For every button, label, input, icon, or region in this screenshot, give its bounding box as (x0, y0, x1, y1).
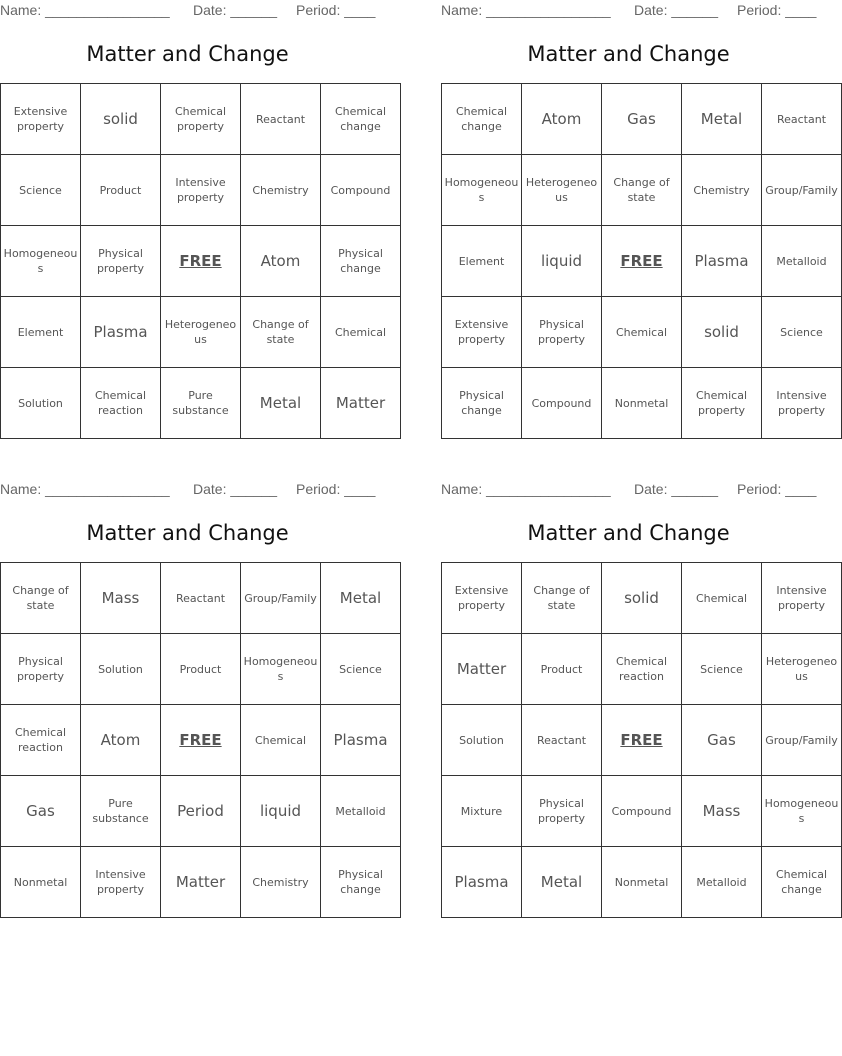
bingo-cell: Metal (321, 563, 401, 634)
card-title: Matter and Change (527, 521, 730, 545)
grid-row (442, 776, 842, 847)
period-field-label: Period: ____ (296, 481, 376, 497)
bingo-cell: Gas (602, 84, 682, 155)
bingo-cell: Science (321, 634, 401, 705)
bingo-cell: Group/Family (762, 705, 842, 776)
card-header (0, 479, 375, 501)
bingo-cell: Chemical change (762, 847, 842, 918)
bingo-cell: Product (522, 634, 602, 705)
bingo-cell: Intensive property (161, 155, 241, 226)
bingo-cell: Change of state (1, 563, 81, 634)
bingo-cell: Intensive property (762, 368, 842, 439)
grid-row (442, 368, 842, 439)
bingo-cell: Solution (442, 705, 522, 776)
bingo-cell: Reactant (241, 84, 321, 155)
bingo-cell: Gas (682, 705, 762, 776)
bingo-cell: Chemistry (682, 155, 762, 226)
bingo-cell: Metal (682, 84, 762, 155)
name-field-label: Name: ________________ (0, 2, 170, 18)
bingo-cell: Chemical (241, 705, 321, 776)
grid-row (1, 776, 401, 847)
bingo-grid (441, 83, 842, 439)
bingo-cell: Science (1, 155, 81, 226)
free-space-cell: FREE (161, 705, 241, 776)
bingo-cell: solid (602, 563, 682, 634)
date-field-label: Date: ______ (634, 2, 719, 18)
grid-row (1, 705, 401, 776)
bingo-cell: Intensive property (762, 563, 842, 634)
bingo-cell: Reactant (762, 84, 842, 155)
bingo-cell: Atom (522, 84, 602, 155)
bingo-cell: Compound (602, 776, 682, 847)
bingo-cell: Physical change (442, 368, 522, 439)
bingo-cell: Science (682, 634, 762, 705)
card-header (441, 0, 816, 22)
bingo-grid (0, 83, 401, 439)
bingo-grid (441, 562, 842, 918)
bingo-cell: Chemical (602, 297, 682, 368)
bingo-cell: Chemistry (241, 847, 321, 918)
free-space-cell: FREE (161, 226, 241, 297)
grid-row (442, 563, 842, 634)
bingo-cell: Gas (1, 776, 81, 847)
grid-row (1, 847, 401, 918)
grid-row (1, 297, 401, 368)
bingo-cell: Compound (522, 368, 602, 439)
bingo-cell: Extensive property (442, 563, 522, 634)
bingo-cell: Atom (81, 705, 161, 776)
bingo-cell: Element (442, 226, 522, 297)
bingo-cell: Matter (161, 847, 241, 918)
period-field-label: Period: ____ (737, 481, 817, 497)
bingo-cell: solid (682, 297, 762, 368)
date-field-label: Date: ______ (634, 481, 719, 497)
bingo-cell: Pure substance (161, 368, 241, 439)
grid-row (442, 634, 842, 705)
bingo-cell: Solution (81, 634, 161, 705)
bingo-cell: Chemical (682, 563, 762, 634)
bingo-cell: Physical property (522, 776, 602, 847)
bingo-cell: Homogeneous (442, 155, 522, 226)
bingo-cell: Product (161, 634, 241, 705)
bingo-cell: Extensive property (1, 84, 81, 155)
bingo-cell: Nonmetal (1, 847, 81, 918)
bingo-cell: Chemical (321, 297, 401, 368)
bingo-cell: Metal (241, 368, 321, 439)
bingo-cell: Physical property (522, 297, 602, 368)
grid-row (1, 155, 401, 226)
bingo-cell: Mixture (442, 776, 522, 847)
bingo-cell: Chemical property (161, 84, 241, 155)
grid-row (1, 563, 401, 634)
grid-row (442, 155, 842, 226)
bingo-cell: Physical change (321, 226, 401, 297)
bingo-cell: Group/Family (241, 563, 321, 634)
card-header (0, 0, 375, 22)
date-field-label: Date: ______ (193, 481, 278, 497)
free-space-cell: FREE (602, 705, 682, 776)
bingo-cell: Science (762, 297, 842, 368)
bingo-cell: Compound (321, 155, 401, 226)
bingo-cell: Plasma (81, 297, 161, 368)
bingo-cell: Metal (522, 847, 602, 918)
bingo-cell: Chemistry (241, 155, 321, 226)
bingo-cell: Matter (321, 368, 401, 439)
bingo-cell: Metalloid (682, 847, 762, 918)
bingo-cell: Group/Family (762, 155, 842, 226)
bingo-cell: Chemical change (442, 84, 522, 155)
period-field-label: Period: ____ (296, 2, 376, 18)
free-space-cell: FREE (602, 226, 682, 297)
bingo-cell: Chemical reaction (81, 368, 161, 439)
bingo-cell: Heterogeneous (762, 634, 842, 705)
bingo-cell: Homogeneous (1, 226, 81, 297)
bingo-cell: Period (161, 776, 241, 847)
bingo-cell: Physical change (321, 847, 401, 918)
bingo-cell: Matter (442, 634, 522, 705)
grid-row (442, 847, 842, 918)
bingo-cell: Chemical property (682, 368, 762, 439)
grid-row (442, 297, 842, 368)
bingo-cell: Homogeneous (241, 634, 321, 705)
bingo-cell: Metalloid (321, 776, 401, 847)
bingo-cell: Physical property (81, 226, 161, 297)
bingo-cell: Atom (241, 226, 321, 297)
bingo-cell: Physical property (1, 634, 81, 705)
bingo-cell: Reactant (522, 705, 602, 776)
bingo-cell: Chemical reaction (602, 634, 682, 705)
bingo-cell: Metalloid (762, 226, 842, 297)
bingo-cell: Chemical reaction (1, 705, 81, 776)
name-field-label: Name: ________________ (441, 481, 611, 497)
grid-row (1, 634, 401, 705)
bingo-cell: Solution (1, 368, 81, 439)
bingo-cell: solid (81, 84, 161, 155)
name-field-label: Name: ________________ (441, 2, 611, 18)
bingo-cell: Intensive property (81, 847, 161, 918)
bingo-cell: Plasma (442, 847, 522, 918)
bingo-grid (0, 562, 401, 918)
card-title: Matter and Change (86, 42, 289, 66)
bingo-cell: liquid (522, 226, 602, 297)
bingo-cell: Change of state (241, 297, 321, 368)
bingo-cell: Homogeneous (762, 776, 842, 847)
bingo-cell: Heterogeneous (522, 155, 602, 226)
bingo-cell: Mass (81, 563, 161, 634)
bingo-cell: Pure substance (81, 776, 161, 847)
date-field-label: Date: ______ (193, 2, 278, 18)
bingo-cell: Heterogeneous (161, 297, 241, 368)
grid-row (442, 84, 842, 155)
bingo-cell: Change of state (522, 563, 602, 634)
grid-row (1, 84, 401, 155)
bingo-cell: Nonmetal (602, 368, 682, 439)
bingo-cell: Plasma (321, 705, 401, 776)
card-header (441, 479, 816, 501)
bingo-cell: Plasma (682, 226, 762, 297)
card-title: Matter and Change (86, 521, 289, 545)
bingo-cell: liquid (241, 776, 321, 847)
bingo-cell: Reactant (161, 563, 241, 634)
period-field-label: Period: ____ (737, 2, 817, 18)
bingo-cell: Product (81, 155, 161, 226)
grid-row (442, 705, 842, 776)
name-field-label: Name: ________________ (0, 481, 170, 497)
card-title: Matter and Change (527, 42, 730, 66)
grid-row (1, 226, 401, 297)
bingo-cell: Nonmetal (602, 847, 682, 918)
bingo-cell: Change of state (602, 155, 682, 226)
grid-row (442, 226, 842, 297)
bingo-cell: Chemical change (321, 84, 401, 155)
bingo-cell: Extensive property (442, 297, 522, 368)
bingo-cell: Mass (682, 776, 762, 847)
grid-row (1, 368, 401, 439)
bingo-cell: Element (1, 297, 81, 368)
